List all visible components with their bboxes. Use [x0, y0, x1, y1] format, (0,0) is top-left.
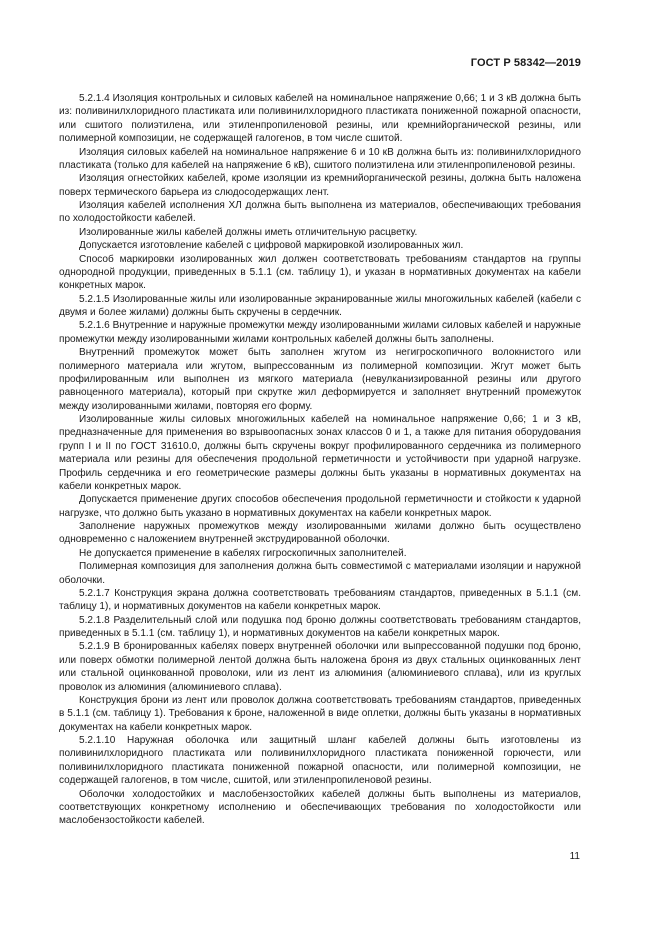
- paragraph: Изоляция кабелей исполнения ХЛ должна быть выполнена из материалов, обеспечивающих требования по холодостойкости кабелей.: [59, 200, 581, 225]
- paragraph: Полимерная композиция для заполнения должна быть совместимой с материалами изоляции и наружной оболочки.: [59, 561, 581, 586]
- paragraph: 5.2.1.10 Наружная оболочка или защитный шланг кабелей должны быть изготовлены из поливинилхлоридного пластиката или поливинилхлоридного пластиката пониженной горючести, или поливинилхлоридного пластиката пониженной пожарной опасности, или полимерной композиции, не содержащей галогенов, в том числе, сшитой, или этиленпропиленовой резины.: [59, 735, 581, 787]
- standard-header: ГОСТ Р 58342—2019: [470, 57, 581, 69]
- paragraph: 5.2.1.6 Внутренние и наружные промежутки между изолированными жилами силовых кабелей и наружные промежутки между изолированными жилами контрольных кабелей должны быть заполнены.: [59, 320, 581, 345]
- paragraph: Допускается изготовление кабелей с цифровой маркировкой изолированных жил.: [79, 240, 464, 252]
- paragraph: 5.2.1.9 В бронированных кабелях поверх внутренней оболочки или выпрессованной подушки под броню, или поверх обмотки полимерной лентой должна быть наложена броня из двух стальных оцинкованных лент или стальной оцинкованной проволоки, или из лент из алюминия (алюминиевого сплава), или из круглых проволок из алюминия (алюминиевого сплава).: [59, 641, 581, 693]
- paragraph: 5.2.1.4 Изоляция контрольных и силовых кабелей на номинальное напряжение 0,66; 1 и 3 кВ должна быть из: поливинилхлоридного пластиката или поливинилхлоридного пластиката пониженной пожарной опасности, или сшитого полиэтилена, или этиленпропиленовой резины, или кремнийорганической резины, или полимерной композиции, не содержащей галогенов, в том числе сшитой.: [59, 93, 581, 145]
- paragraph: Конструкция брони из лент или проволок должна соответствовать требованиям стандартов, приведенных в 5.1.1 (см. таблицу 1). Требования к броне, наложенной в виде оплетки, должны быть указаны в нормативных документах на кабели конкретных марок.: [59, 694, 581, 733]
- paragraph: Изоляция огнестойких кабелей, кроме изоляции из кремнийорганической резины, должна быть наложена поверх термического барьера из слюдосодержащих лент.: [59, 173, 581, 198]
- paragraph: Заполнение наружных промежутков между изолированными жилами должно быть осуществлено одновременно с наложением внутренней экструдированной оболочки.: [59, 521, 581, 546]
- paragraph: Изоляция силовых кабелей на номинальное напряжение 6 и 10 кВ должна быть из: поливинилхлоридного пластиката (только для кабелей на напряжение 6 кВ), сшитого полиэтилена или этиленпропиленовой резины.: [59, 146, 581, 171]
- paragraph: Не допускается применение в кабелях гигроскопичных заполнителей.: [79, 547, 407, 559]
- page-number: 11: [569, 851, 580, 862]
- document-body: [59, 92, 581, 828]
- paragraph: Оболочки холодостойких и маслобензостойких кабелей должны быть выполнены из материалов, соответствующих конкретному исполнению и обеспечивающих требования по холодостойкости или маслобензостойкости кабелей.: [59, 788, 581, 827]
- paragraph: Изолированные жилы кабелей должны иметь отличительную расцветку.: [79, 226, 418, 238]
- paragraph: Допускается применение других способов обеспечения продольной герметичности и стойкости к ударной нагрузке, что должно быть указано в нормативных документах на кабели конкретных марок.: [59, 494, 581, 519]
- paragraph: 5.2.1.5 Изолированные жилы или изолированные экранированные жилы многожильных кабелей (кабели с двумя и более жилами) должны быть скручены в сердечник.: [59, 293, 581, 318]
- paragraph: Внутренний промежуток может быть заполнен жгутом из негигроскопичного волокнистого или полимерного материала или жгутом, выпрессованным из полимерной композиции. Жгут может быть профилированным или выполнен из мягкого материала (невулканизированной резины или другого равноценного материала), который при скрутке жил деформируется и заполняет внутренний промежуток между изолированными жилами, повторяя его форму.: [59, 347, 581, 412]
- paragraph: Изолированные жилы силовых многожильных кабелей на номинальное напряжение 0,66; 1 и 3 кВ, предназначенные для применения во взрывоопасных зонах классов 0 и 1, а также для питания оборудования групп I и II по ГОСТ 31610.0, должны быть скручены вокруг профилированного сердечника из полимерного материала или резины для обеспечения продольной герметичности и устойчивости при ударной нагрузке. Профиль сердечника и его геометрические размеры должны быть указаны в нормативных документах на кабели конкретных марок.: [59, 414, 581, 492]
- paragraph: 5.2.1.7 Конструкция экрана должна соответствовать требованиям стандартов, приведенных в 5.1.1 (см. таблицу 1), и нормативных документов на кабели конкретных марок.: [59, 587, 581, 613]
- paragraph: Способ маркировки изолированных жил должен соответствовать требованиям стандартов на группы однородной продукции, приведенных в 5.1.1 (см. таблицу 1), и указан в нормативных документах на кабели конкретных марок.: [59, 253, 581, 292]
- paragraph: 5.2.1.8 Разделительный слой или подушка под броню должны соответствовать требованиям стандартов, приведенных в 5.1.1 (см. таблицу 1), и нормативных документов на кабели конкретных марок.: [59, 614, 581, 639]
